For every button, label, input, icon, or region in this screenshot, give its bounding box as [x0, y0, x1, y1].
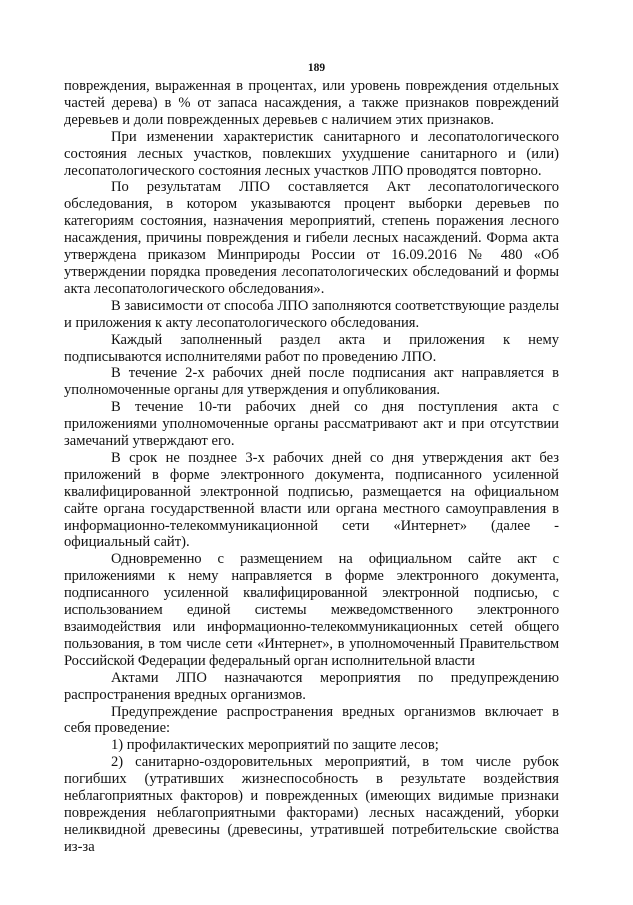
paragraph-act-publication: В срок не позднее 3-х рабочих дней со дня утверждения акт без приложений в форме электронного документа, подписанного усиленной квалифицированной электронной подписью, размещается на официальном сайте органа государственной власти или органа местного самоуправления в информационно-телекоммуникационной сети «Интернет» (далее - официальный сайт). [64, 449, 559, 551]
document-body [64, 78, 559, 856]
paragraph-act-sending: В течение 2-х рабочих дней после подписания акт направляется в уполномоченные органы для утверждения и опубликования. [64, 365, 559, 399]
paragraph-repeat-survey: При изменении характеристик санитарного и лесопатологического состояния лесных участков, повлекших ухудшение санитарного и (или) лесопатологического состояния лесных участков ЛПО проводятся повторно. [64, 128, 559, 179]
paragraph-prevention-measures: Актами ЛПО назначаются мероприятия по предупреждению распространения вредных организмов. [64, 669, 559, 703]
list-item-sanitary: 2) санитарно-оздоровительных мероприятий, в том числе рубок погибших (утративших жизнеспособность в результате воздействия неблагоприятных факторов) и поврежденных (имеющих видимые признаки повреждения неблагоприятными факторами) лесных насаждений, уборки неликвидной древесины (древесины, утратившей потребительские свойства из-за [64, 754, 559, 855]
paragraph-act-sections: В зависимости от способа ЛПО заполняются соответствующие разделы и приложения к акту лесопатологического обследования. [64, 297, 559, 331]
paragraph-act-federal-submission: Одновременно с размещением на официальном сайте акт с приложениями к нему направляется в форме электронного документа, подписанного усиленной квалифицированной электронной подписью, с использованием единой системы межведомственного электронного взаимодействия или информационно-телекоммуникационных сетей общего пользования, в том числе сети «Интернет», в уполномоченный Правительством Российской Федерации федеральный орган исполнительной власти [64, 551, 559, 669]
paragraph-act-review: В течение 10-ти рабочих дней со дня поступления акта с приложениями уполномоченные органы рассматривают акт и при отсутствии замечаний утверждают его. [64, 399, 559, 450]
paragraph-survey-act: По результатам ЛПО составляется Акт лесопатологического обследования, в котором указываются процент выборки деревьев по категориям состояния, назначения мероприятий, степень поражения лесного насаждения, причины повреждения и гибели лесных насаждений. Форма акта утверждена приказом Минприроды России от 16.09.2016 № 480 «Об утверждении порядка проведения лесопатологических обследований и формы акта лесопатологического обследования». [64, 179, 559, 297]
paragraph-act-signing: Каждый заполненный раздел акта и приложения к нему подписываются исполнителями работ по проведению ЛПО. [64, 331, 559, 365]
paragraph-prevention-includes: Предупреждение распространения вредных организмов включает в себя проведение: [64, 703, 559, 737]
paragraph-damage-continuation: повреждения, выраженная в процентах, или уровень повреждения отдельных частей дерева) в % от запаса насаждения, а также признаков повреждений деревьев и доли поврежденных деревьев с наличием этих признаков. [64, 78, 559, 128]
list-item-prophylactic: 1) профилактических мероприятий по защите лесов; [111, 737, 439, 754]
page-number: 189 [307, 62, 326, 74]
